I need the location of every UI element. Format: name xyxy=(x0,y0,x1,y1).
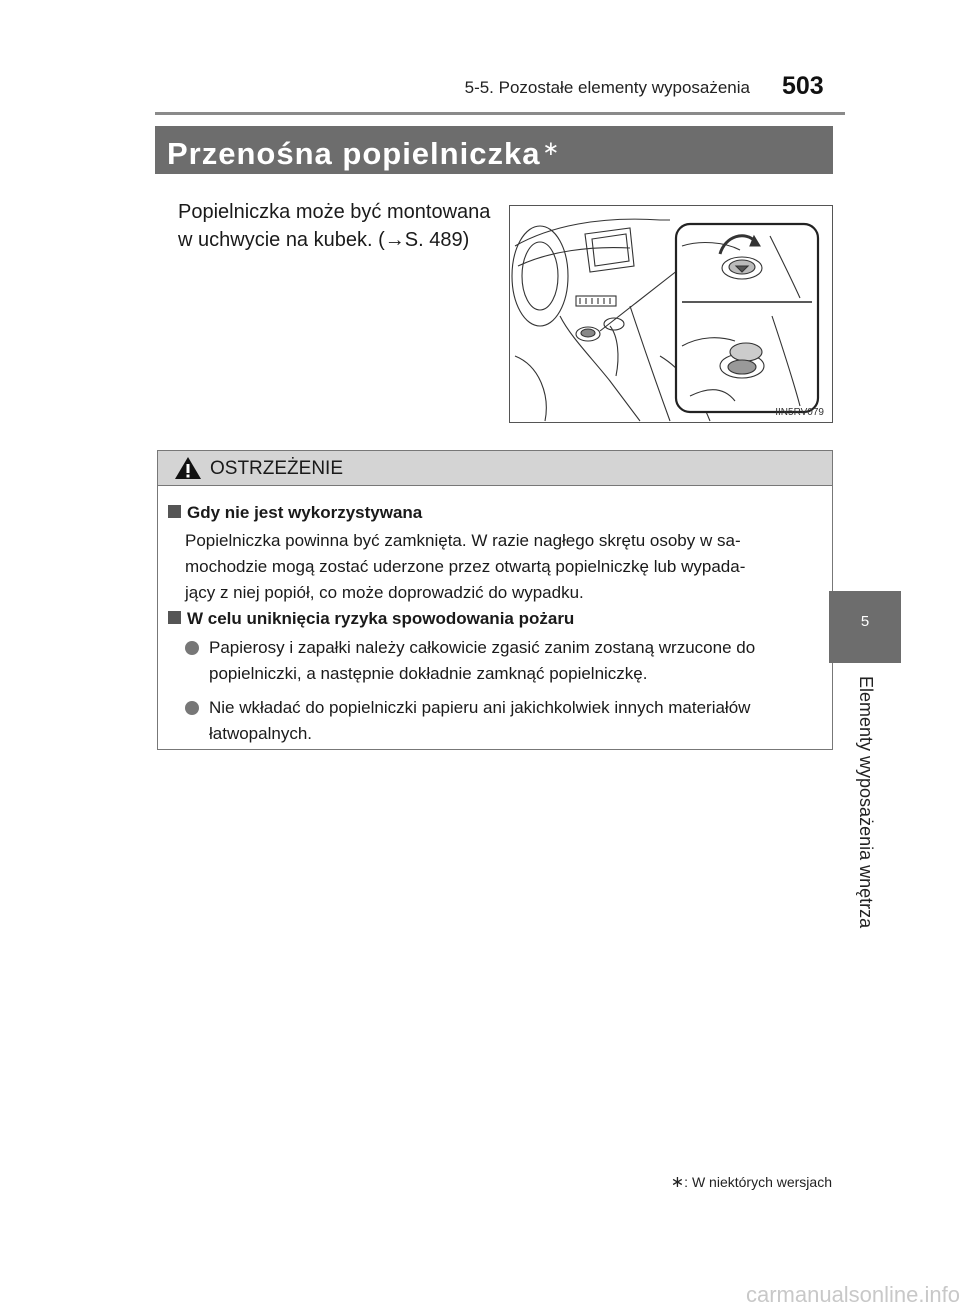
bullet-line: Nie wkładać do popielniczki papieru ani jakichkolwiek innych materiałów xyxy=(209,698,751,717)
footnote-star-mark: ∗ xyxy=(670,1174,685,1191)
intro-paragraph xyxy=(178,198,500,254)
figure-code: IIN5RV079 xyxy=(775,407,824,418)
square-bullet-icon xyxy=(168,505,181,518)
intro-line-2-prefix: w uchwycie na kubek. ( xyxy=(178,229,385,251)
warning-item-heading-text: Gdy nie jest wykorzystywana xyxy=(187,503,423,522)
intro-line-2 xyxy=(178,226,500,254)
paragraph-line: Popielniczka powinna być zamknięta. W razie nagłego skrętu osoby w sa- xyxy=(185,531,741,550)
bullet-item xyxy=(185,695,815,747)
intro-line-1: Popielniczka może być montowana xyxy=(178,201,491,223)
round-bullet-icon xyxy=(185,701,199,715)
round-bullet-icon xyxy=(185,641,199,655)
arrow-icon: → xyxy=(384,229,405,251)
page-number: 503 xyxy=(782,72,824,100)
warning-header xyxy=(158,451,832,486)
warning-box xyxy=(157,450,833,750)
warning-title: OSTRZEŻENIE xyxy=(210,458,344,479)
paragraph-line: mochodzie mogą zostać uderzone przez otwartą popielniczkę lub wypada- xyxy=(185,557,746,576)
footnote xyxy=(560,1172,832,1192)
title-bar xyxy=(155,126,833,174)
warning-item-heading-text: W celu uniknięcia ryzyka spowodowania pożaru xyxy=(187,609,575,628)
square-bullet-icon xyxy=(168,611,181,624)
illustration-drawing xyxy=(510,206,832,422)
warning-item-heading xyxy=(168,503,422,523)
chapter-title: Elementy wyposażenia wnętrza xyxy=(856,676,876,929)
page-title xyxy=(167,136,560,172)
warning-item-paragraph xyxy=(185,528,815,606)
chapter-number: 5 xyxy=(860,613,870,630)
page-title-text: Przenośna popielniczka xyxy=(167,136,541,171)
watermark: carmanualsonline.info xyxy=(745,1282,960,1307)
warning-icon xyxy=(174,456,202,480)
chapter-tab[interactable] xyxy=(829,591,901,663)
header-rule xyxy=(155,112,845,115)
title-star-mark: ∗ xyxy=(542,138,561,160)
warning-item-heading xyxy=(168,609,574,629)
section-header: 5-5. Pozostałe elementy wyposażenia xyxy=(464,78,750,97)
bullet-line: Papierosy i zapałki należy całkowicie zgasić zanim zostaną wrzucone do xyxy=(209,638,756,657)
footnote-text: : W niektórych wersjach xyxy=(684,1174,832,1190)
paragraph-line: jący z niej popiół, co może doprowadzić do wypadku. xyxy=(185,583,584,602)
bullet-line: łatwopalnych. xyxy=(209,724,313,743)
bullet-item xyxy=(185,635,815,687)
page-reference-link[interactable]: S. 489) xyxy=(404,229,470,251)
bullet-line: popielniczki, a następnie dokładnie zamknąć popielniczkę. xyxy=(209,664,648,683)
ashtray-illustration xyxy=(509,205,833,423)
